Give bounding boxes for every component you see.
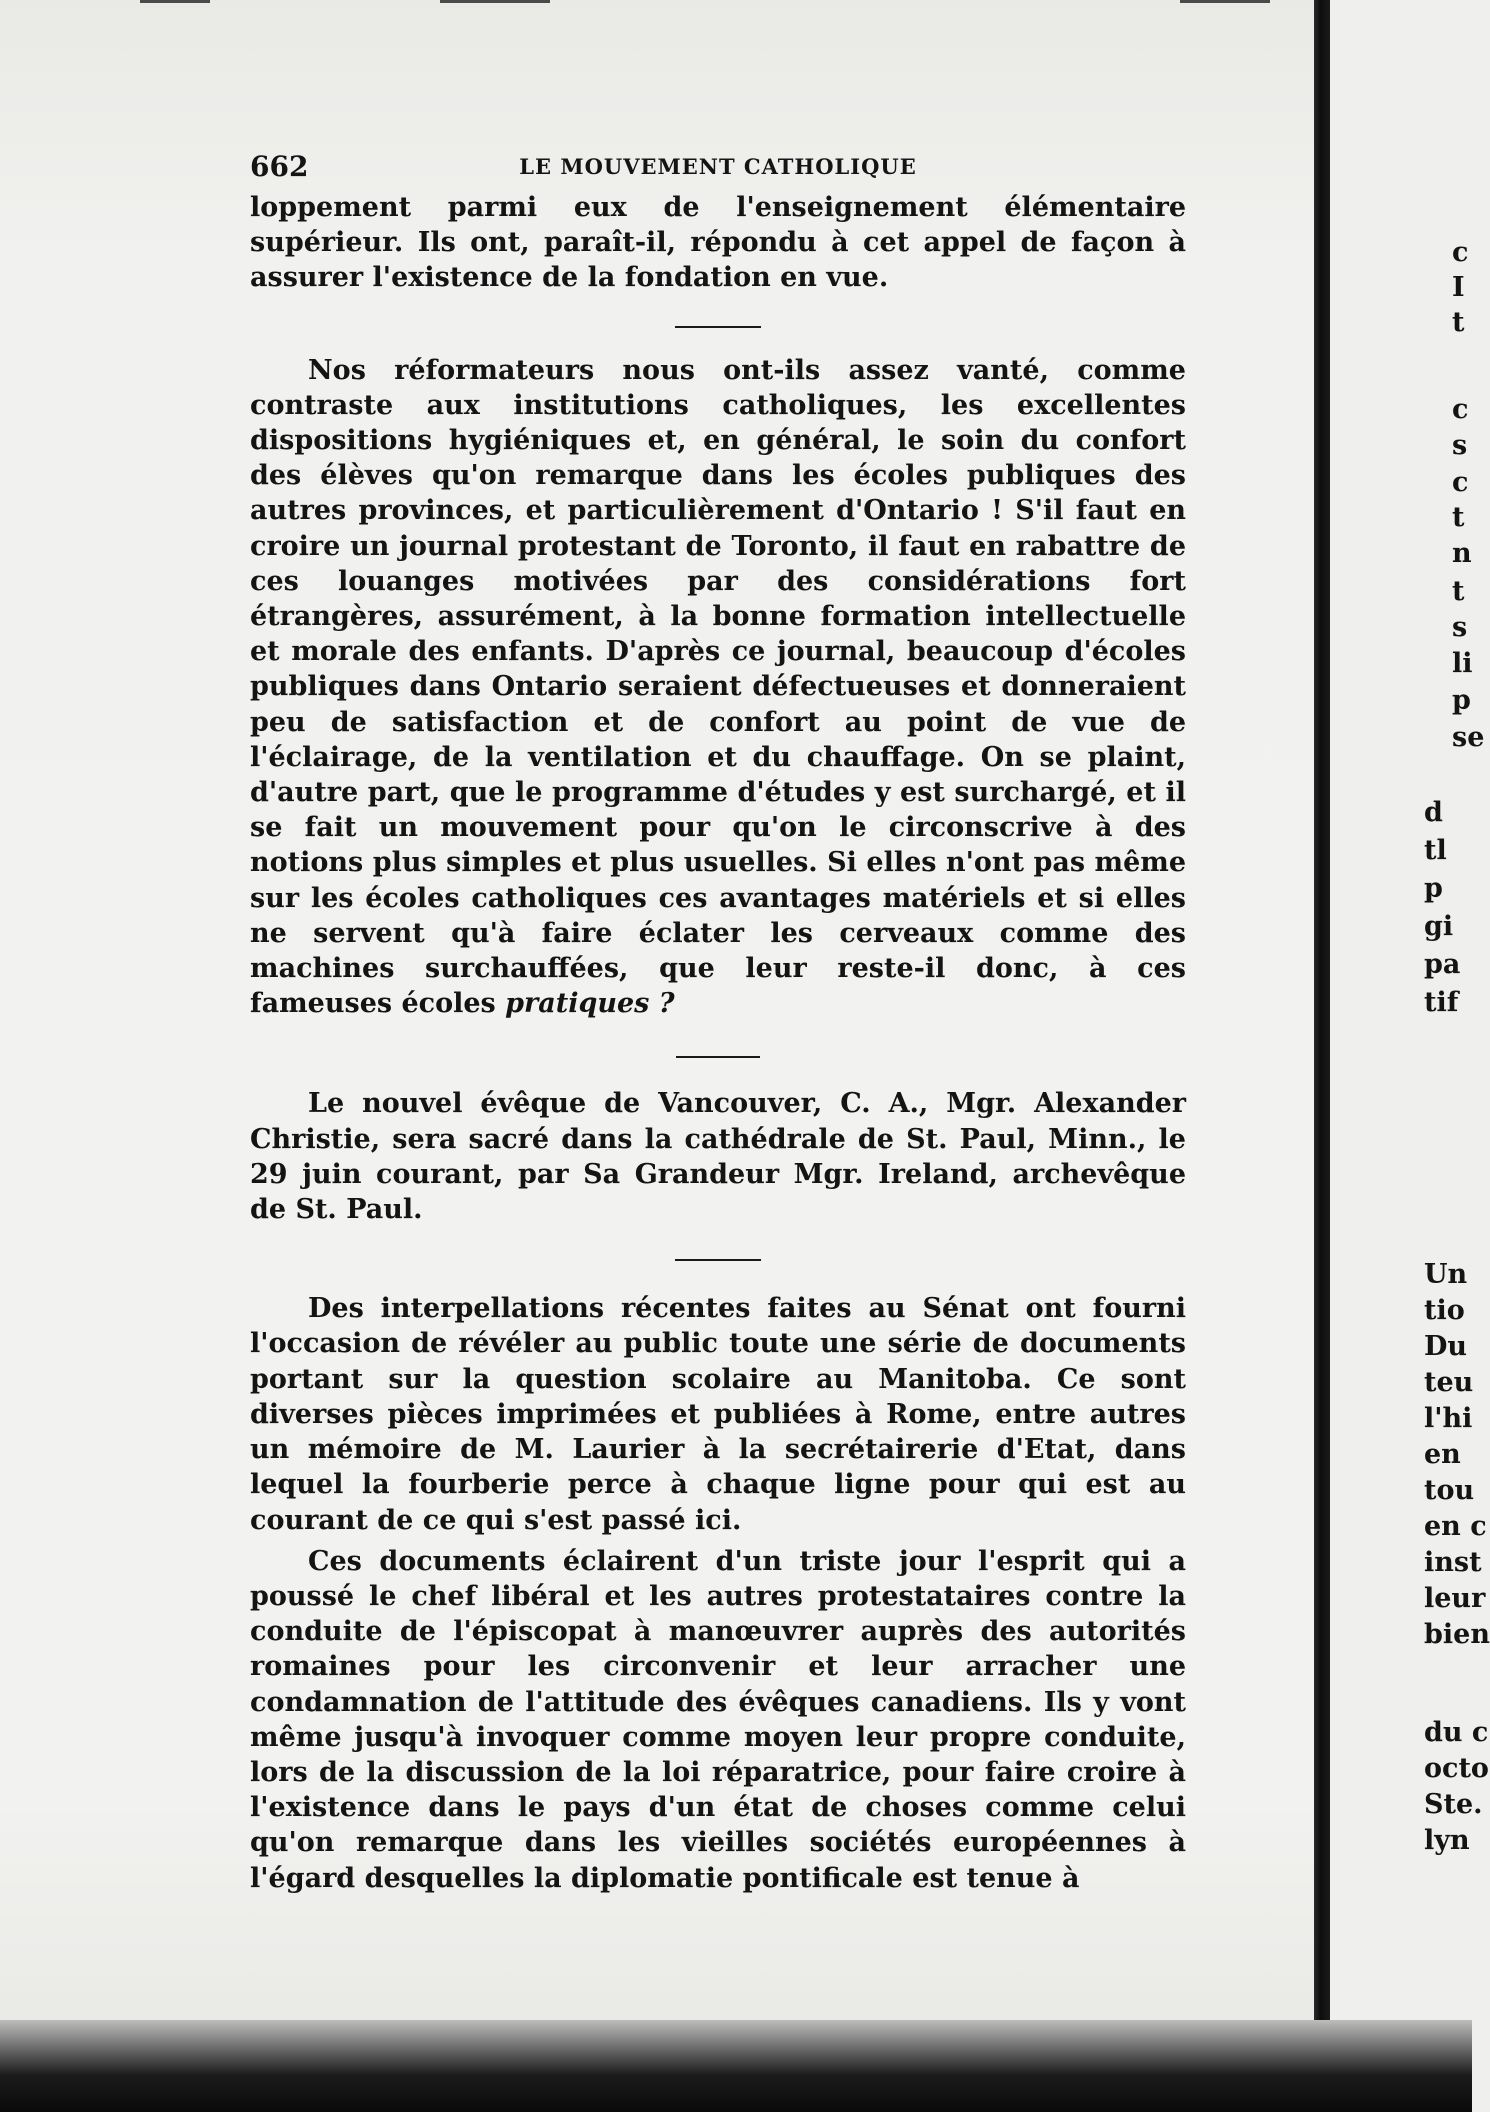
paragraph-interpellations-senat: Des interpellations récentes faites au Sénat ont fourni l'occasion de révéler au public toute une série de documents portant sur la question scolaire au Manitoba. Ce sont diverses pièces imprimées et publiées à Rome, entre autres un mémoire de M. Laurier à la secrétairerie d'Etat, dans lequel la fourberie perce à chaque ligne pour qui est au courant de ce qui s'est passé ici.	[250, 1293, 1186, 1536]
italic-pratiques: pratiques ?	[505, 988, 675, 1020]
facing-page-fragment: tif	[1424, 987, 1459, 1018]
paragraph-documents-eclairent: Ces documents éclairent d'un triste jour l'esprit qui a poussé le chef libéral et les autres protestataires contre la conduite de l'épiscopat à manœuvrer auprès des autorités romaines pour les circonvenir et leur arracher une condamnation de l'attitude des évêques canadiens. Ils y vont même jusqu'à invoquer comme moyen leur propre conduite, lors de la discussion de la loi réparatrice, pour faire croire à l'existence dans le pays d'un état de choses comme celui qu'on remarque dans les vieilles sociétés européennes à l'égard desquelles la diplomatie pontificale est tenue à	[250, 1545, 1186, 1894]
facing-page-fragment: n	[1452, 538, 1472, 569]
paragraph-ecoles-ontario-text: Nos réformateurs nous ont-ils assez vanté, comme contraste aux institutions catholiques, les excellentes dispositions hygiéniques et, en général, le soin du confort des élèves qu'on remarque dans les écoles publiques des autres provinces, et particulièrement d'Ontario ! S'il faut en croire un journal protestant de Toronto, il faut en rabattre de ces louanges motivées par des considérations fort étrangères, assurément, à la bonne formation intellectuelle et morale des enfants. D'après ce journal, beaucoup d'écoles publiques dans Ontario seraient défectueuses et donneraient peu de satisfaction et de confort au point de vue de l'éclairage, de la ventilation et du chauffage. On se plaint, d'autre part, que le programme d'études y est surchargé, et il se fait un mouvement pour qu'on le circonscrive à des notions plus simples et plus usuelles. Si elles n'ont pas même sur les écoles catholiques ces avantages matériels et si elles ne servent qu'à faire éclater les cerveaux comme des machines surchauffées, que leur reste-il donc, à ces fameuses écoles	[250, 354, 1186, 1020]
facing-page-fragment: en c	[1424, 1511, 1487, 1542]
paragraph-fondation: loppement parmi eux de l'enseignement élémentaire supérieur. Ils ont, paraît-il, répondu à cet appel de façon à assurer l'existence de la fondation en vue.	[250, 192, 1186, 294]
facing-page-fragment: octo	[1424, 1753, 1489, 1784]
facing-page-fragment: t	[1452, 576, 1465, 607]
left-page	[250, 150, 1186, 1896]
facing-page-fragment: gi	[1424, 911, 1454, 942]
facing-page-fragment: Ste.	[1424, 1789, 1483, 1820]
facing-page-fragment: li	[1452, 648, 1473, 679]
facing-page-fragment: du c	[1424, 1717, 1489, 1748]
facing-page-fragment: d	[1424, 797, 1443, 828]
page-number: 662	[250, 150, 309, 183]
facing-page-fragment: se	[1452, 722, 1485, 753]
book-gutter	[1314, 0, 1330, 2112]
facing-page-fragment: pa	[1424, 949, 1461, 980]
facing-page-fragment: p	[1424, 873, 1443, 904]
paragraph-ecoles-ontario	[250, 353, 1186, 1022]
facing-page-fragment: Un	[1424, 1259, 1468, 1290]
facing-page-fragment: t	[1452, 307, 1465, 338]
facing-page-fragment: tio	[1424, 1295, 1465, 1326]
facing-page-fragment: c	[1452, 237, 1469, 268]
facing-page-fragment: tou	[1424, 1475, 1475, 1506]
scan-bottom-edge	[0, 2020, 1472, 2112]
facing-page-fragment: tl	[1424, 835, 1447, 866]
facing-page-fragment: lyn	[1424, 1825, 1470, 1856]
facing-page	[1330, 0, 1490, 2020]
facing-page-fragment: leur	[1424, 1583, 1486, 1614]
paragraph-eveque-vancouver: Le nouvel évêque de Vancouver, C. A., Mgr. Alexander Christie, sera sacré dans la cathédrale de St. Paul, Minn., le 29 juin courant, par Sa Grandeur Mgr. Ireland, archevêque de St. Paul.	[250, 1088, 1186, 1226]
running-title: LE MOUVEMENT CATHOLIQUE	[519, 154, 917, 179]
facing-page-fragment: t	[1452, 502, 1465, 533]
scan-edge-mark	[1180, 0, 1270, 3]
facing-page-fragment: en	[1424, 1439, 1461, 1470]
facing-page-fragment: c	[1452, 394, 1469, 425]
facing-page-fragment: bien	[1424, 1619, 1490, 1650]
scan-edge-mark	[140, 0, 210, 3]
facing-page-fragment: I	[1452, 272, 1465, 303]
page-header	[250, 150, 1186, 190]
facing-page-fragment: s	[1452, 612, 1468, 643]
facing-page-fragment: s	[1452, 430, 1468, 461]
facing-page-fragment: p	[1452, 685, 1471, 716]
scan-edge-mark	[440, 0, 550, 3]
facing-page-fragment: l'hi	[1424, 1403, 1473, 1434]
facing-page-fragment: inst	[1424, 1547, 1482, 1578]
facing-page-fragment: teu	[1424, 1367, 1474, 1398]
facing-page-fragment: c	[1452, 467, 1469, 498]
facing-page-fragment: Du	[1424, 1331, 1468, 1362]
